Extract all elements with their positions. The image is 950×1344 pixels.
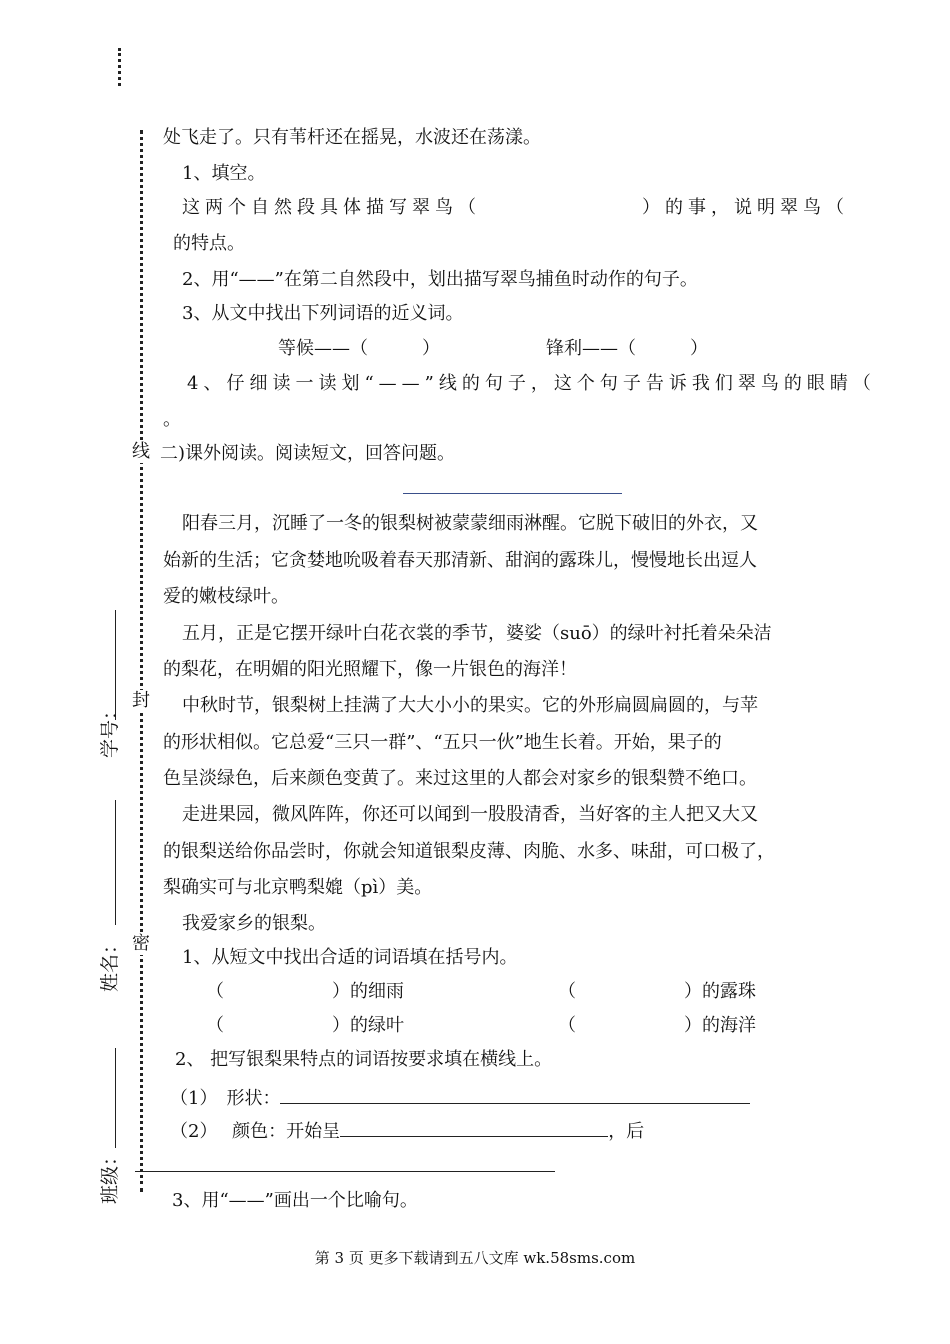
text-line: 。 xyxy=(163,409,181,430)
question-heading: 2、 把写银梨果特点的词语按要求填在横线上。 xyxy=(175,1049,553,1070)
synonym-item: 锋利——（ ） xyxy=(546,338,708,359)
paragraph-line: 始新的生活；它贪婪地吮吸着春天那清新、甜润的露珠儿，慢慢地长出逗人 xyxy=(163,550,757,571)
paragraph-line: 中秋时节，银梨树上挂满了大大小小的果实。它的外形扁圆扁圆的，与苹 xyxy=(182,695,758,716)
color-start-answer-line[interactable] xyxy=(340,1118,608,1137)
seal-char-seal: 封 xyxy=(132,690,150,711)
paragraph-line: 的形状相似。它总爱“三只一群”、“五只一伙”地生长着。开始，果子的 xyxy=(163,732,722,753)
shape-label: （1） 形状： xyxy=(170,1088,281,1109)
shape-answer-line[interactable] xyxy=(280,1085,750,1104)
color-label: （2） 颜色：开始呈 xyxy=(170,1121,341,1142)
paragraph-line: 爱的嫩枝绿叶。 xyxy=(163,586,289,607)
class-line xyxy=(115,1048,116,1148)
seal-char-secret: 密 xyxy=(132,933,150,954)
fill-blank: （ ）的露珠 xyxy=(558,981,756,1002)
text-line: 处飞走了。只有苇杆还在摇晃，水波还在荡漾。 xyxy=(163,127,541,148)
paragraph-line: 阳春三月，沉睡了一冬的银梨树被蒙蒙细雨淋醒。它脱下破旧的外衣，又 xyxy=(182,513,758,534)
fill-blank: （ ）的绿叶 xyxy=(206,1015,404,1036)
student-id-label: 学号： xyxy=(99,700,122,759)
paragraph-line: 走进果园，微风阵阵，你还可以闻到一股股清香，当好客的主人把又大又 xyxy=(182,804,758,825)
name-line xyxy=(115,800,116,925)
paragraph-line: 的银梨送给你品尝时，你就会知道银梨皮薄、肉脆、水多、味甜，可口极了， xyxy=(163,841,775,862)
seal-char-line: 线 xyxy=(132,441,150,462)
class-label: 班级： xyxy=(99,1146,122,1205)
question-heading: 1、填空。 xyxy=(182,163,266,184)
question-heading: 2、用“——”在第二自然段中，划出描写翠鸟捕鱼时动作的句子。 xyxy=(182,269,698,290)
name-label: 姓名： xyxy=(99,934,122,993)
fill-blank: （ ）的海洋 xyxy=(558,1015,756,1036)
paragraph-line: 的梨花，在明媚的阳光照耀下，像一片银色的海洋！ xyxy=(163,659,577,680)
paragraph-line: 五月，正是它摆开绿叶白花衣裳的季节，婆娑（suō）的绿叶衬托着朵朵洁 xyxy=(182,623,772,644)
page-footer: 第 3 页 更多下载请到五八文库 wk.58sms.com xyxy=(314,1249,636,1267)
text-line: 的特点。 xyxy=(173,233,245,254)
question-heading: 3、用“——”画出一个比喻句。 xyxy=(172,1190,418,1211)
binding-dots-top xyxy=(118,48,127,86)
question-heading: 4、仔细读一读划“——”线的句子，这个句子告诉我们翠鸟的眼睛（ xyxy=(187,373,876,394)
section-heading: 二)课外阅读。阅读短文，回答问题。 xyxy=(160,443,456,464)
color-later-answer-line[interactable] xyxy=(135,1153,555,1172)
color-prompt xyxy=(170,1118,644,1144)
question-heading: 1、从短文中找出合适的词语填在括号内。 xyxy=(182,947,518,968)
fill-blank: （ ）的细雨 xyxy=(206,981,404,1002)
shape-prompt xyxy=(170,1085,750,1111)
color-later-label: ，后 xyxy=(608,1121,645,1142)
binding-line xyxy=(140,130,149,1192)
paragraph-line: 色呈淡绿色，后来颜色变黄了。来过这里的人都会对家乡的银梨赞不绝口。 xyxy=(163,768,757,789)
paragraph-line: 梨确实可与北京鸭梨媲（pì）美。 xyxy=(163,877,433,898)
question-heading: 3、从文中找出下列词语的近义词。 xyxy=(182,303,464,324)
synonym-item: 等候——（ ） xyxy=(278,338,440,359)
title-rule xyxy=(403,493,622,494)
text-line: 这两个自然段具体描写翠鸟（ ）的事，说明翠鸟（ xyxy=(182,197,849,218)
paragraph-line: 我爱家乡的银梨。 xyxy=(182,913,326,934)
